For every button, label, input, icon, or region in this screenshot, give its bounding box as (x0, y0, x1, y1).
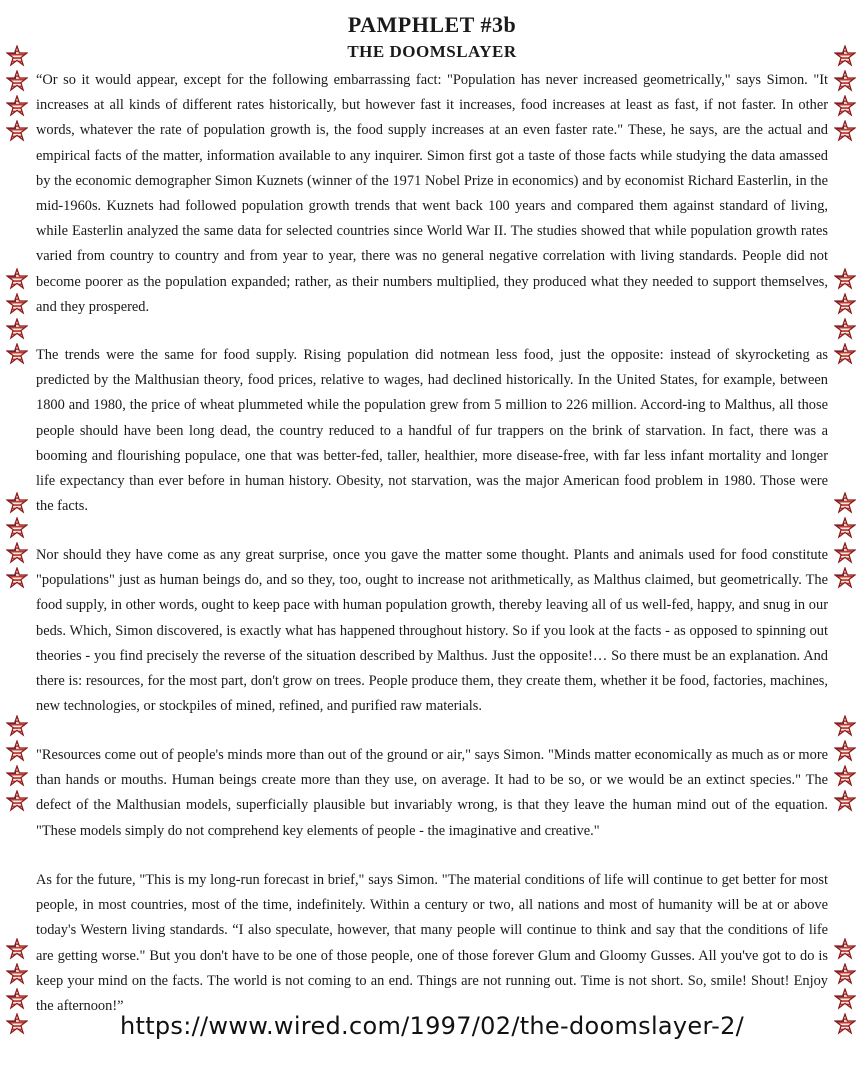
body-paragraph-2: The trends were the same for food supply. Rising population did notmean less food, just the opposite: instead of skyrocketing as predicted by the Malthusian theory, food prices, relative to wages, had declined historically. In the United States, for example, between 1800 and 1980, the price of wheat plummeted while the population grew from 5 million to 226 million. Accord-ing to Malthus, all those people should have been long dead, the country reduced to a handful of fur trappers on the brink of starvation. In fact, there was a booming and flourishing populace, one that was better-fed, taller, healthier, more disease-free, with far less infant mortality and longer life expectancy than ever before in human history. Obesity, not starvation, was the major American food problem in 1980. Those were the facts. (36, 347, 828, 515)
flag-star-icon (6, 318, 28, 340)
flag-star-icon (6, 95, 28, 117)
flag-star-icon (6, 938, 28, 960)
flag-star-icon (6, 963, 28, 985)
flag-star-icon (834, 1013, 856, 1035)
flag-star-icon (6, 517, 28, 539)
flag-star-icon (6, 293, 28, 315)
flag-star-icon (6, 715, 28, 737)
flag-star-icon (6, 70, 28, 92)
flag-star-icon (834, 268, 856, 290)
flag-star-icon (834, 765, 856, 787)
flag-star-icon (834, 963, 856, 985)
flag-star-icon (834, 492, 856, 514)
flag-star-icon (834, 542, 856, 564)
source-link[interactable]: https://www.wired.com/1997/02/the-doomslayer-2/ (119, 1012, 745, 1040)
left-star-border (6, 0, 30, 1080)
body-paragraph-4: "Resources come out of people's minds more than out of the ground or air," says Simon. "Minds matter economically as much as or more than hands or mouths. Human beings create more than they use, on average. It had to be so, or we would be an extinct species." The defect of the Malthusian models, superficially plausible but invariably wrong, is that they leave the human mind out of the equation. "These models simply do not comprehend key elements of people - the imaginative and creative." (36, 747, 828, 839)
flag-star-icon (834, 70, 856, 92)
flag-star-icon (6, 790, 28, 812)
flag-star-icon (834, 517, 856, 539)
flag-star-icon (6, 1013, 28, 1035)
flag-star-icon (834, 120, 856, 142)
flag-star-icon (6, 343, 28, 365)
flag-star-icon (834, 988, 856, 1010)
flag-star-icon (834, 790, 856, 812)
flag-star-icon (834, 715, 856, 737)
flag-star-icon (6, 740, 28, 762)
page-title: PAMPHLET #3b (347, 12, 517, 37)
flag-star-icon (834, 938, 856, 960)
flag-star-icon (6, 765, 28, 787)
flag-star-icon (834, 343, 856, 365)
flag-star-icon (6, 45, 28, 67)
flag-star-icon (834, 45, 856, 67)
flag-star-icon (834, 95, 856, 117)
right-star-border (834, 0, 858, 1080)
flag-star-icon (834, 318, 856, 340)
body-paragraph-5: As for the future, "This is my long-run forecast in brief," says Simon. "The material conditions of life will continue to get better for most people, in most countries, most of the time, indefinitely. Within a century or two, all nations and most of humanity will be at or above today's Western living standards. “I also speculate, however, that many people will continue to think and say that the conditions of life are getting worse." But you don't have to be one of those people, one of those forever Glum and Gloomy Gusses. All you've got to do is keep your mind on the facts. The world is not coming to an end. Things are not running out. Time is not short. So, smile! Shout! Enjoy the afternoon!” (36, 872, 828, 1015)
flag-star-icon (6, 120, 28, 142)
flag-star-icon (6, 542, 28, 564)
flag-star-icon (834, 740, 856, 762)
flag-star-icon (6, 268, 28, 290)
page-subtitle: THE DOOMSLAYER (347, 42, 517, 61)
flag-star-icon (6, 492, 28, 514)
flag-star-icon (834, 293, 856, 315)
flag-star-icon (6, 988, 28, 1010)
flag-star-icon (6, 567, 28, 589)
body-paragraph-1: “Or so it would appear, except for the following embarrassing fact: "Population has never increased geometrically," says Simon. "It increases at all kinds of different rates historically, but however fast it increases, food increases at least as fast, if not faster. In other words, whatever the rate of population growth is, the food supply increases at an even faster rate." These, he says, are the actual and empirical facts of the matter, information available to any inquirer. Simon first got a taste of those facts while studying the data amassed by the economic demographer Simon Kuznets (winner of the 1971 Nobel Prize in economics) and by economist Richard Easterlin, in the mid-1960s. Kuznets had followed population growth trends that went back 100 years and compared them against standard of living, while Easterlin analyzed the same data for selected countries since World War II. The studies showed that while population growth rates varied from country to country and from year to year, there was no general negative correlation with living standards. People did not become poorer as the population expanded; rather, as their numbers multiplied, they produced what they needed to support themselves, and they prospered. (36, 72, 828, 315)
flag-star-icon (834, 567, 856, 589)
body-paragraph-3: Nor should they have come as any great surprise, once you gave the matter some thought. Plants and animals used for food constitute "populations" just as human beings do, and so they, too, ought to increase not arithmetically, as Malthus claimed, but geometrically. The food supply, in other words, ought to keep pace with human population growth, thereby leaving all of us well-fed, happy, and snug in our beds. Which, Simon discovered, is exactly what has happened throughout history. So if you look at the facts - as opposed to spinning out theories - you find precisely the reverse of the situation described by Malthus. Just the opposite!… So there must be an explanation. And there is: resources, for the most part, don't grow on trees. People produce them, they create them, whether it be food, factories, machines, new technologies, or stockpiles of mined, refined, and purified raw materials. (36, 547, 828, 715)
